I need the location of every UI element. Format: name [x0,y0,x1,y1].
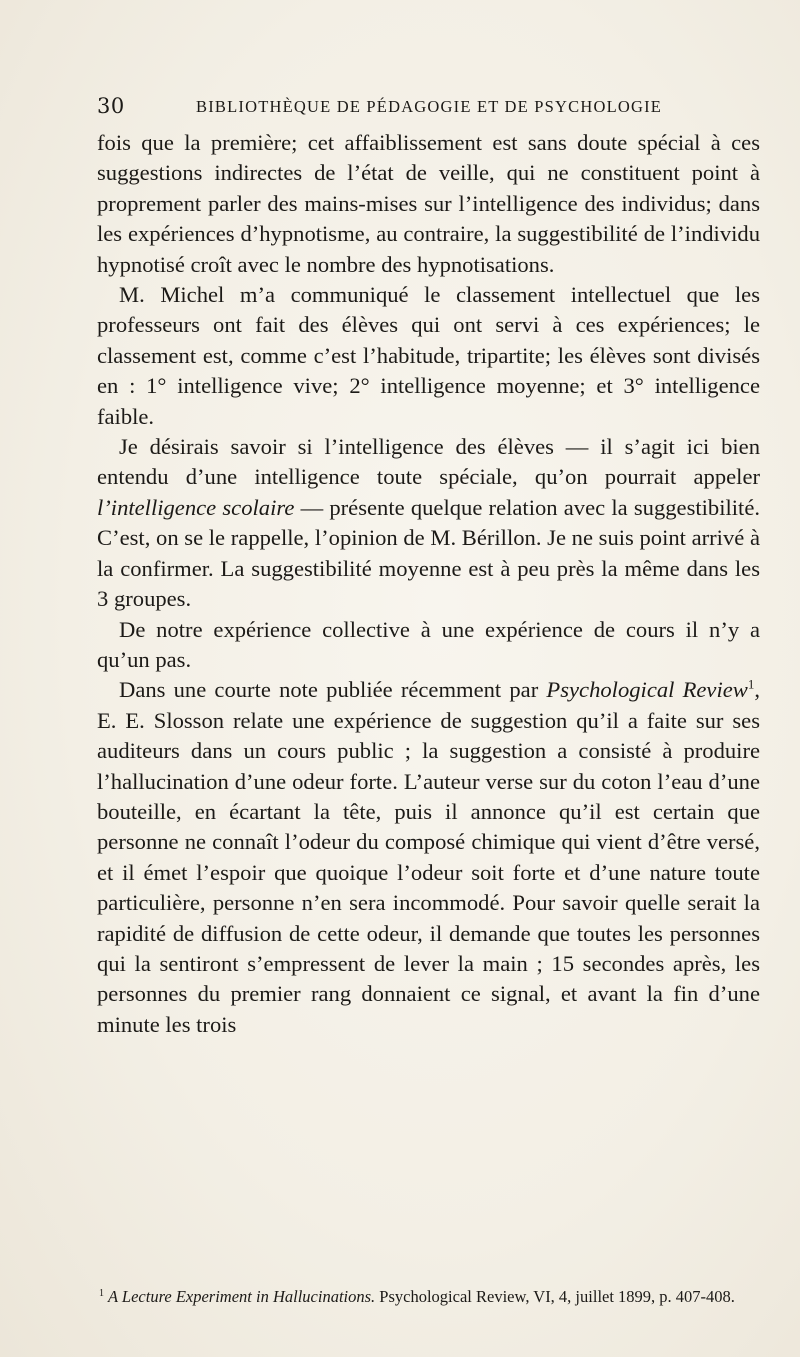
paragraph-3-text-b: — présente quelque relation avec la suggestibilité. C’est, on se le rappelle, l’opinion de M. Bérillon. Je ne suis point arrivé à la confirmer. La suggestibilité moyenne est à peu près la même dans les 3 groupes. [97,494,761,612]
paragraph-5 [97,675,760,1040]
running-head: BIBLIOTHÈQUE DE PÉDAGOGIE ET DE PSYCHOLOGIE [196,97,663,116]
paragraph-4: De notre expérience collective à une expérience de cours il n’y a qu’un pas. [97,616,760,672]
footnote-mark: 1 [99,1287,104,1299]
paragraph-2: M. Michel m’a communiqué le classement intellectuel que les professeurs ont fait des élèves qui ont servi à ces expériences; le classement est, comme c’est l’habitude, tripartite; les élèves sont divisés en : 1° intelligence vive; 2° intelligence moyenne; et 3° intelligence faible. [97,282,760,429]
body-text [97,128,760,1040]
paragraph-3-text-a: Je désirais savoir si l’intelligence des élèves — il s’agit ici bien entendu d’une intelligence toute spéciale, qu’on pourrait appeler [97,434,760,490]
footnote [97,1286,760,1307]
paragraph-5-text-a: Dans une courte note publiée récemment par [119,677,547,703]
paragraph-3 [97,432,760,614]
page-number: 30 [97,94,125,118]
paragraph-1: fois que la première; cet affaiblissement est sans doute spécial à ces suggestions indirectes de l’état de veille, qui ne constituent point à proprement parler des mains-mises sur l’intelligence des individus; dans les expériences d’hypnotisme, au contraire, la suggestibilité de l’individu hypnotisé croît avec le nombre des hypnotisations. [97,130,760,277]
journal-title: Psychological Review [546,677,748,703]
page-header [97,94,757,120]
paragraph-3-italic: l’intelligence scolaire [97,494,295,520]
footnote-citation: Psychological Review, VI, 4, juillet 1899, p. 407-408. [375,1287,735,1306]
footnote-title: A Lecture Experiment in Hallucinations. [108,1287,376,1306]
footnote-reference: 1 [747,676,755,692]
paragraph-5-text-b: , E. E. Slosson relate une expérience de suggestion qu’il a faite sur ses auditeurs dans un cours public ; la suggestion a consisté à produire l’hallucination d’une odeur forte. L’auteur verse sur du coton l’eau d’une bouteille, en écartant la tête, puis il annonce qu’il est certain que personne ne connaît l’odeur du composé chimique qui vient d’être versé, et il émet l’espoir que quoique l’odeur soit forte et d’une nature toute particulière, personne n’en sera incommodé. Pour savoir quelle serait la rapidité de diffusion de cette odeur, il demande que toutes les personnes qui la sentiront s’empressent de lever la main ; 15 secondes après, les personnes du premier rang donnaient ce signal, et avant la fin d’une minute les trois [97,677,760,1037]
